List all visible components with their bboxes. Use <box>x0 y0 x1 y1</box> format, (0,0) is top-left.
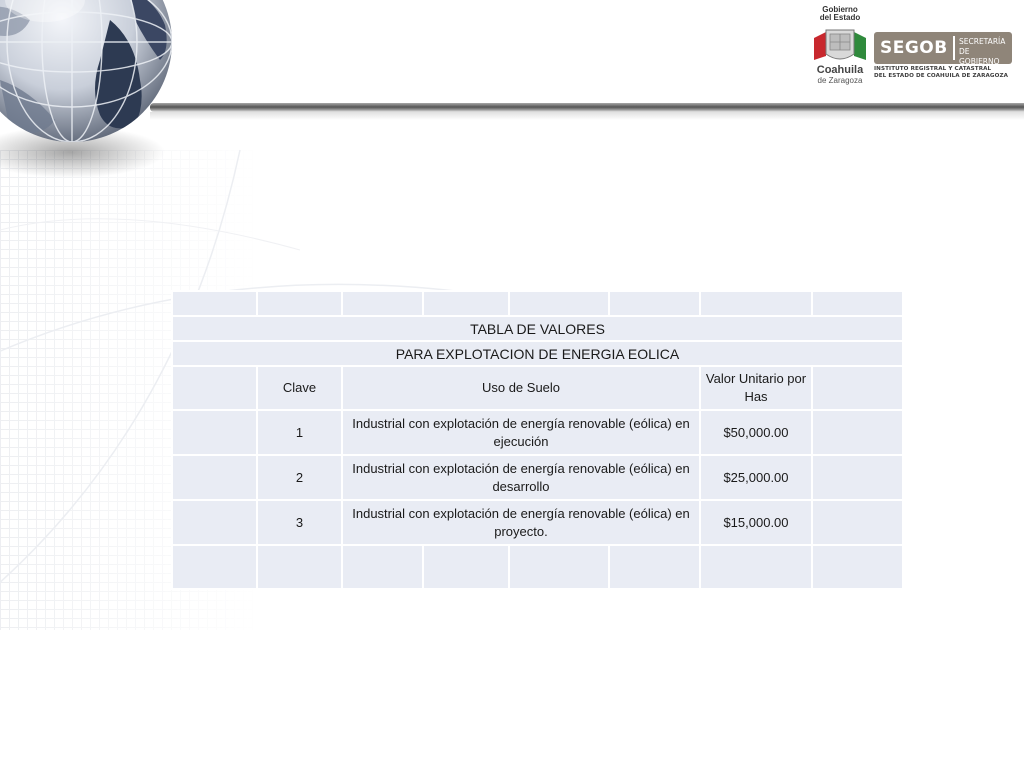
table-row-empty-bottom <box>172 545 903 589</box>
table-cell <box>812 410 903 455</box>
logo-gobierno-line2: del Estado <box>819 13 861 22</box>
instituto-registral-text <box>874 66 1016 80</box>
header-uso-de-suelo: Uso de Suelo <box>342 366 700 410</box>
segob-logo <box>874 32 1012 64</box>
coahuila-government-logo <box>808 6 872 86</box>
logo-zaragoza-text: de Zaragoza <box>817 76 863 85</box>
row-valor: $50,000.00 <box>700 410 812 455</box>
logo-gobierno-text <box>808 6 872 22</box>
instituto-line2: DEL ESTADO DE COAHUILA DE ZARAGOZA <box>874 73 1009 79</box>
secretaria-line2: DE GOBIERNO <box>959 47 1000 66</box>
row-valor: $25,000.00 <box>700 455 812 500</box>
table-cell <box>172 291 257 316</box>
table-cell <box>812 500 903 545</box>
table-cell <box>812 455 903 500</box>
header-clave: Clave <box>257 366 342 410</box>
instituto-line1: INSTITUTO REGISTRAL Y CATASTRAL <box>874 66 992 72</box>
table-row-subtitle <box>172 341 903 366</box>
segob-wordmark: SEGOB <box>880 35 952 61</box>
header-shadow-bar <box>150 103 1024 112</box>
globe-icon <box>0 0 190 190</box>
row-clave: 1 <box>257 410 342 455</box>
table-cell <box>423 291 509 316</box>
table-cell <box>172 545 257 589</box>
secretaria-line1: SECRETARÍA <box>959 37 1006 46</box>
table-row-header <box>172 366 903 410</box>
table-cell <box>172 410 257 455</box>
logo-coahuila-text: Coahuila <box>816 64 864 76</box>
table-cell <box>509 545 609 589</box>
table-cell <box>172 366 257 410</box>
row-clave: 3 <box>257 500 342 545</box>
table-title: TABLA DE VALORES <box>172 316 903 341</box>
table-cell <box>609 291 700 316</box>
coahuila-coat-of-arms-icon <box>810 26 870 64</box>
row-valor: $15,000.00 <box>700 500 812 545</box>
row-uso-de-suelo: Industrial con explotación de energía renovable (eólica) en proyecto. <box>342 500 700 545</box>
segob-secretaria-text <box>959 37 1011 67</box>
logo-gobierno-line1: Gobierno <box>822 5 858 14</box>
table-cell <box>812 291 903 316</box>
valores-table <box>171 290 904 590</box>
table-cell <box>700 545 812 589</box>
table-cell <box>700 291 812 316</box>
table-row <box>172 410 903 455</box>
row-uso-de-suelo: Industrial con explotación de energía renovable (eólica) en desarrollo <box>342 455 700 500</box>
table-cell <box>609 545 700 589</box>
table-cell <box>509 291 609 316</box>
header-valor-unitario: Valor Unitario por Has <box>700 366 812 410</box>
table-cell <box>257 545 342 589</box>
table-cell <box>257 291 342 316</box>
table-cell <box>172 455 257 500</box>
table-cell <box>342 545 423 589</box>
table-cell <box>342 291 423 316</box>
row-clave: 2 <box>257 455 342 500</box>
row-uso-de-suelo: Industrial con explotación de energía renovable (eólica) en ejecución <box>342 410 700 455</box>
table-cell <box>172 500 257 545</box>
segob-separator <box>953 36 955 60</box>
table-cell <box>812 366 903 410</box>
table-subtitle: PARA EXPLOTACION DE ENERGIA EOLICA <box>172 341 903 366</box>
table-cell <box>423 545 509 589</box>
header-shadow-fade <box>150 112 1024 120</box>
table-row-empty-top <box>172 291 903 316</box>
table-row <box>172 455 903 500</box>
table-row-title <box>172 316 903 341</box>
table-row <box>172 500 903 545</box>
table-cell <box>812 545 903 589</box>
